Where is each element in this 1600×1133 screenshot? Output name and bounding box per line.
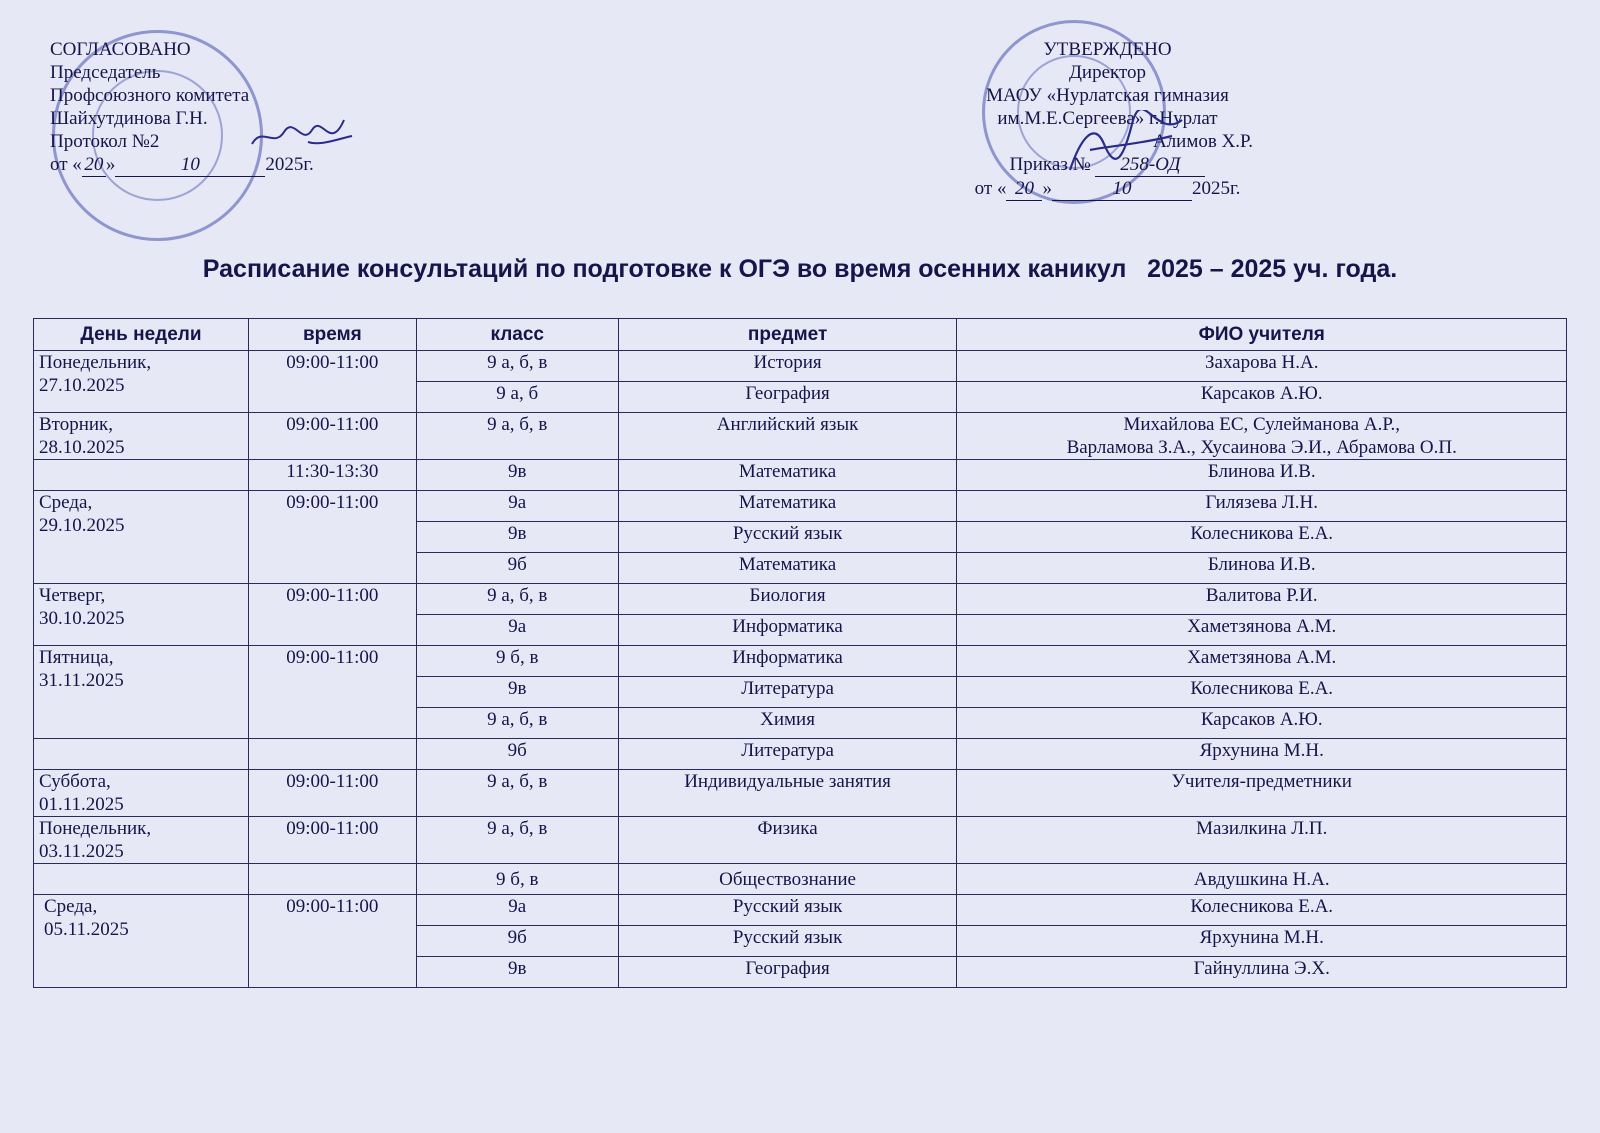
cell-teacher: Ярхунина М.Н. — [957, 739, 1567, 770]
cell-class: 9а — [416, 615, 618, 646]
date-suffix: 2025г. — [265, 154, 314, 175]
cell-class: 9в — [416, 677, 618, 708]
cell-subject: Литература — [618, 677, 957, 708]
cell-subject: Русский язык — [618, 895, 957, 926]
cell-teacher: Ярхунина М.Н. — [957, 926, 1567, 957]
approval-signer: Алимов Х.Р. — [1152, 131, 1253, 152]
cell-time: 09:00-11:00 — [248, 351, 416, 413]
cell-day: Вторник, 28.10.2025 — [34, 413, 249, 460]
cell-teacher: Михайлова ЕС, Сулейманова А.Р., Варламова З.А., Хусаинова Э.И., Абрамова О.П. — [957, 413, 1567, 460]
date-day: 20 — [1006, 177, 1042, 201]
table-row — [34, 864, 1567, 895]
cell-class: 9 б, в — [416, 646, 618, 677]
cell-time: 09:00-11:00 — [248, 413, 416, 460]
cell-class: 9 а, б, в — [416, 351, 618, 382]
cell-day — [34, 864, 249, 895]
header-day: День недели — [34, 319, 249, 351]
date-prefix: от « — [974, 178, 1007, 199]
cell-subject: Английский язык — [618, 413, 957, 460]
cell-time: 09:00-11:00 — [248, 584, 416, 646]
cell-class: 9б — [416, 553, 618, 584]
cell-subject: География — [618, 957, 957, 988]
cell-class: 9 а, б, в — [416, 413, 618, 460]
cell-time: 09:00-11:00 — [248, 491, 416, 584]
cell-teacher: Захарова Н.А. — [957, 351, 1567, 382]
signature-right — [1060, 110, 1190, 180]
cell-class: 9 а, б, в — [416, 708, 618, 739]
table-row — [34, 739, 1567, 770]
schedule-table — [33, 318, 1567, 988]
order-label: Приказ № — [1009, 154, 1091, 175]
cell-day: Суббота, 01.11.2025 — [34, 770, 249, 817]
approval-heading: СОГЛАСОВАНО — [50, 39, 191, 60]
date-month: 10 — [1052, 177, 1192, 201]
cell-subject: Информатика — [618, 646, 957, 677]
cell-subject: Литература — [618, 739, 957, 770]
date-day: 20 — [82, 153, 106, 177]
cell-teacher: Колесникова Е.А. — [957, 677, 1567, 708]
date-mid: » — [1042, 178, 1052, 199]
approval-heading: УТВЕРЖДЕНО — [1043, 39, 1172, 60]
cell-teacher: Колесникова Е.А. — [957, 895, 1567, 926]
approval-position: Председатель — [50, 62, 161, 83]
cell-day: Четверг, 30.10.2025 — [34, 584, 249, 646]
cell-time: 09:00-11:00 — [248, 646, 416, 739]
approval-signer: Шайхутдинова Г.Н. — [50, 108, 208, 129]
cell-teacher: Колесникова Е.А. — [957, 522, 1567, 553]
cell-time: 09:00-11:00 — [248, 817, 416, 864]
table-row — [34, 491, 1567, 522]
cell-teacher: Карсаков А.Ю. — [957, 708, 1567, 739]
cell-class: 9б — [416, 926, 618, 957]
signature-left — [248, 112, 358, 167]
cell-subject: Биология — [618, 584, 957, 615]
cell-subject: Обществознание — [618, 864, 957, 895]
cell-class: 9 а, б — [416, 382, 618, 413]
header-class: класс — [416, 319, 618, 351]
cell-time: 09:00-11:00 — [248, 895, 416, 988]
approval-protocol: Протокол №2 — [50, 131, 160, 152]
cell-teacher: Учителя-предметники — [957, 770, 1567, 817]
date-mid: » — [105, 154, 116, 175]
cell-teacher: Валитова Р.И. — [957, 584, 1567, 615]
cell-day: Среда, 29.10.2025 — [34, 491, 249, 584]
cell-day: Понедельник, 27.10.2025 — [34, 351, 249, 413]
table-row — [34, 817, 1567, 864]
cell-teacher: Гайнуллина Э.Х. — [957, 957, 1567, 988]
cell-subject: География — [618, 382, 957, 413]
cell-subject: Математика — [618, 491, 957, 522]
cell-class: 9 а, б, в — [416, 817, 618, 864]
cell-subject: Русский язык — [618, 522, 957, 553]
cell-day: Понедельник, 03.11.2025 — [34, 817, 249, 864]
cell-time: 11:30-13:30 — [248, 460, 416, 491]
date-suffix: 2025г. — [1191, 178, 1241, 199]
header-teacher: ФИО учителя — [957, 319, 1567, 351]
cell-teacher: Хаметзянова А.М. — [957, 615, 1567, 646]
cell-class: 9б — [416, 739, 618, 770]
table-row — [34, 351, 1567, 382]
cell-day — [34, 460, 249, 491]
table-row — [34, 646, 1567, 677]
cell-subject: Индивидуальные занятия — [618, 770, 957, 817]
cell-subject: Физика — [618, 817, 957, 864]
cell-subject: Русский язык — [618, 926, 957, 957]
cell-subject: Информатика — [618, 615, 957, 646]
cell-time — [248, 864, 416, 895]
header-time: время — [248, 319, 416, 351]
table-row — [34, 413, 1567, 460]
approval-date — [960, 177, 1255, 201]
approval-organization: Профсоюзного комитета — [50, 85, 250, 106]
approval-position: Директор — [1068, 62, 1147, 83]
cell-time — [248, 739, 416, 770]
date-month: 10 — [115, 153, 265, 177]
cell-class: 9в — [416, 957, 618, 988]
cell-day: Среда, 05.11.2025 — [34, 895, 249, 988]
order-number: 258-ОД — [1095, 153, 1205, 177]
cell-teacher: Авдушкина Н.А. — [957, 864, 1567, 895]
cell-class: 9 а, б, в — [416, 770, 618, 817]
table-row — [34, 770, 1567, 817]
approval-organization-line2: им.М.Е.Сергеева» г.Нурлат — [997, 108, 1218, 129]
table-row — [34, 895, 1567, 926]
cell-class: 9а — [416, 895, 618, 926]
cell-subject: История — [618, 351, 957, 382]
cell-class: 9 а, б, в — [416, 584, 618, 615]
cell-teacher: Гилязева Л.Н. — [957, 491, 1567, 522]
cell-subject: Математика — [618, 553, 957, 584]
cell-subject: Математика — [618, 460, 957, 491]
cell-time: 09:00-11:00 — [248, 770, 416, 817]
header-subject: предмет — [618, 319, 957, 351]
cell-class: 9в — [416, 460, 618, 491]
page-title: Расписание консультаций по подготовке к ОГЭ во время осенних каникул 2025 – 2025 уч. года. — [202, 255, 1398, 283]
cell-teacher: Блинова И.В. — [957, 460, 1567, 491]
table-row — [34, 460, 1567, 491]
approval-organization: МАОУ «Нурлатская гимназия — [986, 85, 1229, 106]
cell-class: 9 б, в — [416, 864, 618, 895]
cell-teacher: Блинова И.В. — [957, 553, 1567, 584]
cell-class: 9а — [416, 491, 618, 522]
cell-day: Пятница, 31.11.2025 — [34, 646, 249, 739]
cell-class: 9в — [416, 522, 618, 553]
date-prefix: от « — [50, 154, 82, 175]
table-row — [34, 584, 1567, 615]
cell-teacher: Хаметзянова А.М. — [957, 646, 1567, 677]
cell-subject: Химия — [618, 708, 957, 739]
table-header-row — [34, 319, 1567, 351]
cell-day — [34, 739, 249, 770]
cell-teacher: Мазилкина Л.П. — [957, 817, 1567, 864]
cell-teacher: Карсаков А.Ю. — [957, 382, 1567, 413]
